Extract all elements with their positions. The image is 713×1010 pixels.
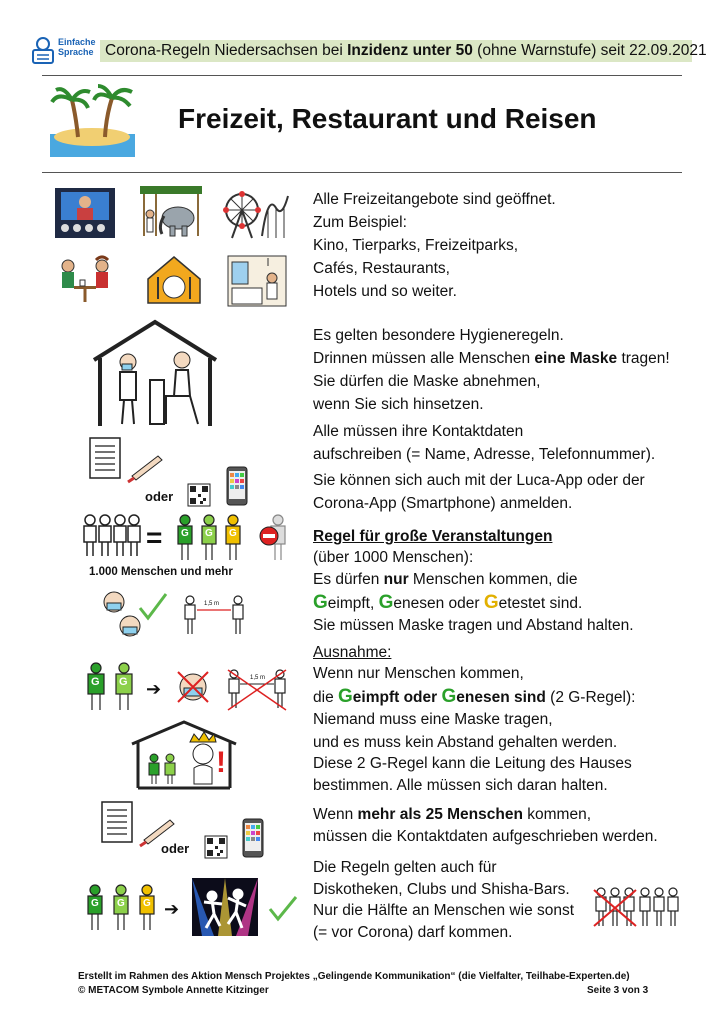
clubs-arrow: ➔ bbox=[164, 899, 180, 919]
g-label-1: G bbox=[181, 528, 189, 539]
leisure-line-2: Zum Beispiel: bbox=[313, 214, 407, 231]
over25-line-2: müssen die Kontaktdaten aufgeschrieben werden. bbox=[313, 828, 658, 845]
smartphone-icon-2 bbox=[242, 818, 264, 858]
exception-w-genesen: enesen sind bbox=[456, 689, 546, 706]
cinema-icon bbox=[55, 188, 115, 238]
over25-line-1-pre: Wenn bbox=[313, 806, 358, 823]
exception-line-7: bestimmen. Alle müssen sich daran halten. bbox=[313, 777, 608, 794]
exception-line-2: Wenn nur Menschen kommen, bbox=[313, 665, 524, 682]
events-line-2: (über 1000 Menschen): bbox=[313, 549, 474, 566]
banner-post: (ohne Warnstufe) seit 22.09.2021 bbox=[472, 42, 707, 59]
events-caption: 1.000 Menschen und mehr bbox=[89, 566, 233, 578]
exclaim-mark: ! bbox=[216, 746, 226, 779]
smartphone-icon bbox=[226, 466, 248, 506]
leisure-line-1: Alle Freizeitangebote sind geöffnet. bbox=[313, 191, 556, 208]
footer-page-number: Seite 3 von 3 bbox=[587, 985, 649, 996]
house-mask-icon bbox=[90, 320, 220, 428]
hotel-icon bbox=[228, 256, 286, 306]
hygiene-line-2-post: tragen! bbox=[617, 350, 670, 367]
exception-line-4: Niemand muss eine Maske tragen, bbox=[313, 711, 553, 728]
divider-top bbox=[42, 75, 682, 76]
banner-bold: Inzidenz unter 50 bbox=[347, 42, 473, 59]
hygiene-line-2-bold: eine Maske bbox=[534, 350, 618, 367]
over25-or-label: oder bbox=[161, 841, 190, 856]
restaurant-icon bbox=[146, 255, 202, 305]
exception-line-3-pre: die bbox=[313, 689, 338, 706]
events-w-genesen: enesen oder bbox=[393, 595, 484, 612]
cafe-icon bbox=[54, 258, 116, 304]
contact-line-2: aufschreiben (= Name, Adresse, Telefonnummer). bbox=[313, 446, 656, 463]
events-line-3-pre: Es dürfen bbox=[313, 571, 384, 588]
exception-line-6: Diese 2 G-Regel kann die Leitung des Hauses bbox=[313, 755, 632, 772]
club-g-label-3: G bbox=[143, 898, 151, 909]
hygiene-line-2 bbox=[313, 347, 670, 370]
divider-title bbox=[42, 172, 682, 173]
exception-arrow: ➔ bbox=[146, 679, 162, 699]
events-g-getestet: G bbox=[483, 592, 499, 613]
distance-icon bbox=[184, 596, 244, 636]
events-line-3 bbox=[313, 568, 577, 591]
half-capacity-icon bbox=[594, 888, 680, 928]
contact-line-4: Corona-App (Smartphone) anmelden. bbox=[313, 495, 573, 512]
amusement-park-icon bbox=[222, 188, 290, 240]
clubs-line-2: Diskotheken, Clubs und Shisha-Bars. bbox=[313, 881, 570, 898]
masked-faces-check-icon bbox=[100, 590, 170, 640]
exception-line-5: und es muss kein Abstand gehalten werden. bbox=[313, 734, 618, 751]
contact-line-3: Sie können sich auch mit der Luca-App oder der bbox=[313, 472, 645, 489]
logo-line-2: Sprache bbox=[58, 47, 94, 57]
exception-heading: Ausnahme: bbox=[313, 644, 392, 661]
distance-label: 1,5 m bbox=[204, 601, 220, 607]
footer-line-2: © METACOM Symbole Annette Kitzinger bbox=[78, 985, 269, 996]
island-icon bbox=[50, 82, 135, 157]
equals-sign: = bbox=[146, 522, 163, 553]
three-g-people-2 bbox=[84, 884, 160, 932]
banner-pre: Corona-Regeln Niedersachsen bei bbox=[105, 42, 348, 59]
club-g-label-2: G bbox=[117, 898, 125, 909]
logo-einfache-sprache bbox=[30, 36, 100, 64]
disco-icon bbox=[192, 878, 258, 936]
g-label-3: G bbox=[229, 528, 237, 539]
over25-line-1-bold: mehr als 25 Menschen bbox=[357, 806, 523, 823]
leisure-line-3: Kino, Tierparks, Freizeitparks, bbox=[313, 237, 519, 254]
hygiene-line-1: Es gelten besondere Hygieneregeln. bbox=[313, 327, 564, 344]
exception-g-genesen: G bbox=[441, 686, 457, 707]
leisure-line-5: Hotels und so weiter. bbox=[313, 283, 457, 300]
checkmark-icon bbox=[268, 895, 298, 925]
header-banner bbox=[100, 40, 707, 62]
events-line-4 bbox=[313, 591, 582, 615]
no-entry-person-icon bbox=[258, 514, 290, 562]
hygiene-line-3: Sie dürfen die Maske abnehmen, bbox=[313, 373, 541, 390]
leisure-line-4: Cafés, Restaurants, bbox=[313, 260, 450, 277]
exception-w-geimpft: eimpft oder bbox=[352, 689, 442, 706]
crowd-icon bbox=[80, 514, 140, 558]
events-g-geimpft: G bbox=[313, 592, 328, 613]
no-distance-label: 1,5 m bbox=[250, 675, 266, 681]
events-g-genesen: G bbox=[378, 592, 394, 613]
two-g-label-1: G bbox=[91, 676, 100, 688]
page-title: Freizeit, Restaurant und Reisen bbox=[178, 103, 597, 134]
footer-line-1: Erstellt im Rahmen des Aktion Mensch Projektes „Gelingende Kommunikation“ (die Vielfalter, Teilhabe-Experten.de) bbox=[78, 971, 630, 982]
events-heading: Regel für große Veranstaltungen bbox=[313, 528, 553, 545]
exception-line-3 bbox=[313, 685, 635, 709]
two-g-label-2: G bbox=[119, 676, 128, 688]
zoo-elephant-icon bbox=[140, 186, 202, 240]
exception-line-3-post: (2 G-Regel): bbox=[545, 689, 636, 706]
events-line-3-bold: nur bbox=[383, 571, 409, 588]
contact-line-1: Alle müssen ihre Kontaktdaten bbox=[313, 423, 524, 440]
qr-code-icon bbox=[188, 484, 210, 506]
over25-line-1-post: kommen, bbox=[522, 806, 592, 823]
g-label-2: G bbox=[205, 528, 213, 539]
hygiene-line-2-pre: Drinnen müssen alle Menschen bbox=[313, 350, 535, 367]
no-mask-icon bbox=[176, 670, 210, 704]
events-line-3-post: Menschen kommen, die bbox=[408, 571, 578, 588]
clubs-line-3: Nur die Hälfte an Menschen wie sonst bbox=[313, 902, 575, 919]
over25-line-1 bbox=[313, 803, 591, 826]
events-w-getestet: etestet sind. bbox=[498, 595, 583, 612]
two-g-people bbox=[84, 662, 140, 712]
house-rules-icon bbox=[128, 720, 240, 790]
logo-line-1: Einfache bbox=[58, 37, 96, 47]
no-distance-icon bbox=[226, 668, 288, 712]
contact-or-label: oder bbox=[145, 489, 174, 504]
three-g-people bbox=[174, 514, 246, 562]
write-form-icon bbox=[88, 436, 168, 484]
events-line-5: Sie müssen Maske tragen und Abstand halten. bbox=[313, 617, 634, 634]
hygiene-line-4: wenn Sie sich hinsetzen. bbox=[313, 396, 484, 413]
clubs-line-1: Die Regeln gelten auch für bbox=[313, 859, 497, 876]
clubs-line-4: (= vor Corona) darf kommen. bbox=[313, 924, 513, 941]
exception-g-geimpft: G bbox=[338, 686, 353, 707]
events-w-geimpft: eimpft, bbox=[327, 595, 379, 612]
club-g-label-1: G bbox=[91, 898, 99, 909]
logo-icon bbox=[30, 36, 56, 64]
qr-code-icon-2 bbox=[205, 836, 227, 858]
